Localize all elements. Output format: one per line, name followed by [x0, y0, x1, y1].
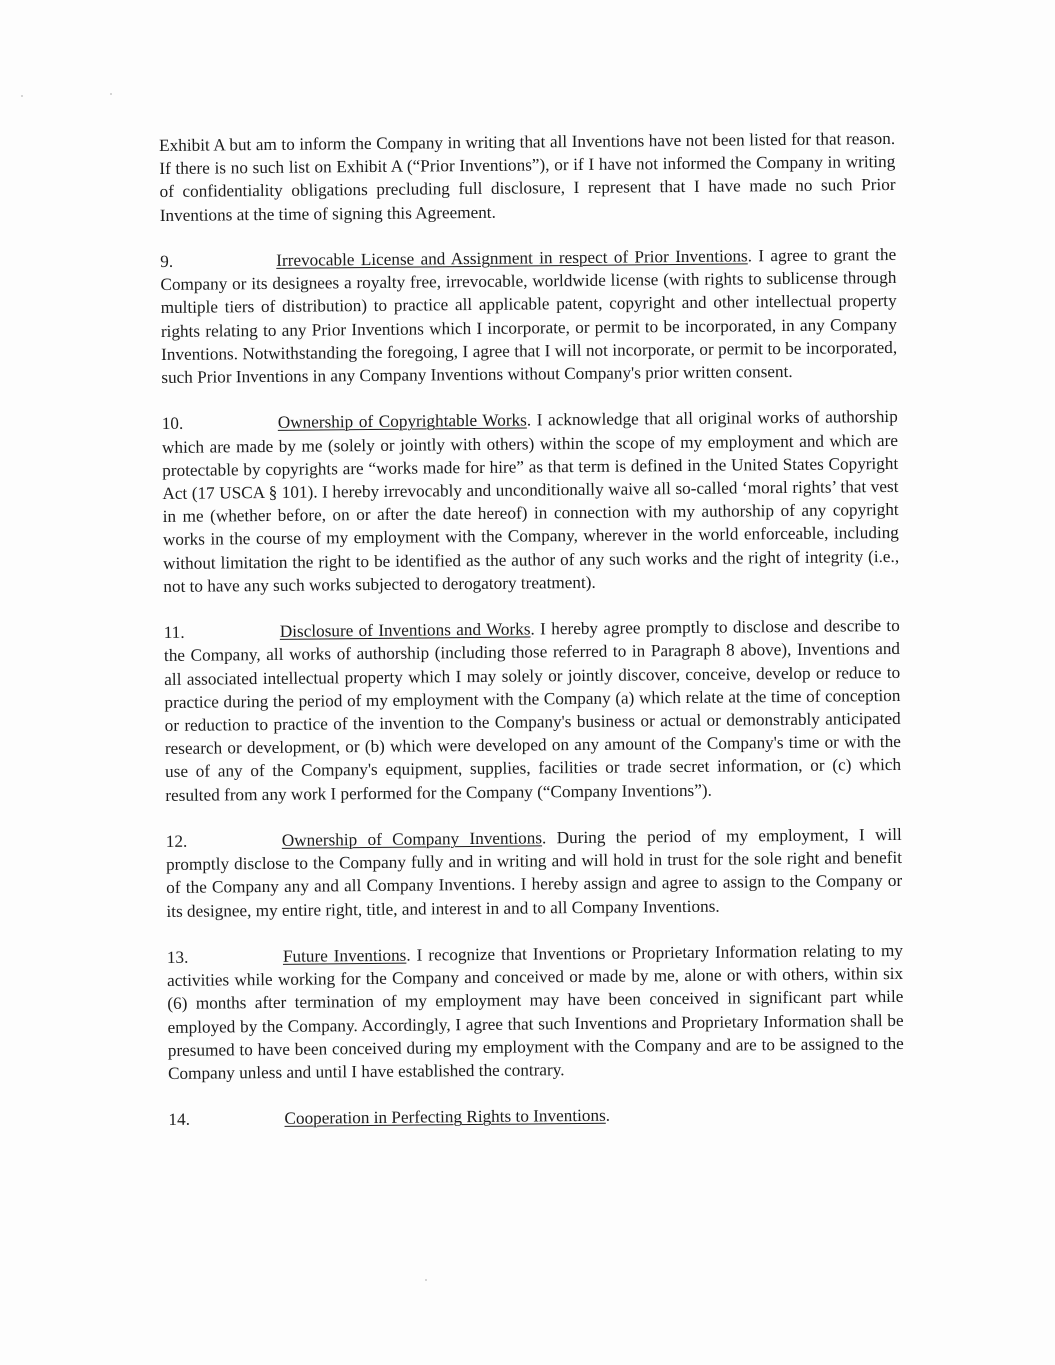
section-heading: Ownership of Copyrightable Works	[277, 410, 527, 433]
section-number: 10.	[161, 414, 184, 434]
section-11: 11. Disclosure of Inventions and Works. I hereby agree promptly to disclose and describe to the Company, all works of authorship (including those referred to in Paragraph 8 above), Inventions and all associated intellectual property which I may solely or jointly discover, conceive, develop or reduce to practice during the period of my employment with the Company (a) which relate at the time of conception or reduction to practice of the invention to the Company's business or actual or demonstrably anticipated research or development, or (b) which were developed on any amount of the Company's time or with the use of any of the Company's equipment, supplies, facilities or trade secret information, or (c) which resulted from any work I performed for the Company (“Company Inventions”).	[163, 616, 902, 805]
document-body	[159, 127, 905, 1132]
section-number: 9.	[160, 251, 174, 271]
section-heading: Cooperation in Perfecting Rights to Inventions	[284, 1106, 606, 1129]
scan-speck	[21, 95, 23, 97]
section-number: 14.	[168, 1110, 191, 1130]
section-number: 13.	[166, 947, 189, 967]
section-heading: Future Inventions	[282, 945, 407, 966]
section-heading: Ownership of Company Inventions	[281, 828, 543, 850]
section-heading: Irrevocable License and Assignment in respect of Prior Inventions	[276, 246, 748, 270]
section-heading: Disclosure of Inventions and Works	[279, 619, 531, 642]
section-9: 9. Irrevocable License and Assignment in respect of Prior Inventions. I agree to grant the Company or its designees a royalty free, irrevocable, worldwide license (with rights to sublicense through multiple tiers of distribution) to practice all applicable patent, copyright and other intellectual property rights relating to any Prior Inventions which I incorporate, or permit to be incorporated, in any Company Inventions. Notwithstanding the foregoing, I agree that I will not incorporate, or permit to be incorporated, such Prior Inventions in any Company Inventions without Company's prior written consent.	[160, 244, 898, 388]
section-number: 12.	[165, 831, 188, 851]
intro-paragraph: Exhibit A but am to inform the Company in writing that all Inventions have not been listed for that reason. If there is no such list on Exhibit A (“Prior Inventions”), or if I have not informed the Company in writing of confidentiality obligations precluding full disclosure, I represent that I have made no such Prior Inventions at the time of signing this Agreement.	[159, 128, 896, 225]
section-body: During the period of my employment, I will promptly disclose to the Company fully and in writing and will hold in trust for the sole right and benefit of the Company any and all Company Inventions. I hereby assign and agree to assign to the Company or its designee, my entire right, title, and interest in and to all Company Inventions.	[165, 824, 903, 921]
scan-speck	[110, 93, 112, 95]
section-10: 10. Ownership of Copyrightable Works. I acknowledge that all original works of authorship which are made by me (solely or jointly with others) within the scope of my employment and which are protectable by copyrights are “works made for hire” as that term is defined in the United States Copyright Act (17 USCA § 101). I hereby irrevocably and unconditionally waive all so-called ‘moral rights’ that vest in me (whether before, on or after the date hereof) in connection with my authorship of any copyright works in the course of my employment with the Company, wherever in the world enforceable, including without limitation the right to be identified as the author of any such works and the right of integrity (i.e., not to have any such works subjected to derogatory treatment).	[161, 407, 900, 596]
section-14: 14. Cooperation in Perfecting Rights to Inventions.	[168, 1101, 904, 1131]
section-body: I agree to grant the Company or its designees a royalty free, irrevocable, worldwide license (with rights to sublicense through multiple tiers of distribution) to practice all applicable patent, copyright and other intellectual property rights relating to any Prior Inventions which I incorporate, or permit to be incorporated, in any Company Inventions. Notwithstanding the foregoing, I agree that I will not incorporate, or permit to be incorporated, such Prior Inventions in any Company Inventions without Company's prior written consent.	[160, 244, 898, 388]
section-12: 12. Ownership of Company Inventions. During the period of my employment, I will promptly disclose to the Company fully and in writing and will hold in trust for the sole right and benefit of the Company any and all Company Inventions. I hereby assign and agree to assign to the Company or its designee, my entire right, title, and interest in and to all Company Inventions.	[165, 824, 903, 921]
section-number: 11.	[163, 622, 185, 643]
section-13: 13. Future Inventions. I recognize that Inventions or Proprietary Information relating to my activities while working for the Company and conceived or made by me, alone or with others, within six (6) months after termination of my employment may have been conceived in significant part while employed by the Company. Accordingly, I agree that such Inventions and Proprietary Information shall be presumed to have been conceived during my employment with the Company and are to be assigned to the Company unless and until I have established the contrary.	[166, 940, 904, 1084]
section-body: I hereby agree promptly to disclose and describe to the Company, all works of authorship (including those referred to in Paragraph 8 above), Inventions and all associated intellectual property which I may solely or jointly discover, conceive, develop or reduce to practice during the period of my employment with the Company (a) which relate at the time of conception or reduction to practice of the invention to the Company's business or actual or demonstrably anticipated research or development, or (b) which were developed on any amount of the Company's time or with the use of any of the Company's equipment, supplies, facilities or trade secret information, or (c) which resulted from any work I performed for the Company (“Company Inventions”).	[163, 616, 902, 805]
section-body: I acknowledge that all original works of authorship which are made by me (solely or jointly with others) within the scope of my employment and which are protectable by copyrights are “works made for hire” as that term is defined in the United States Copyright Act (17 USCA § 101). I hereby irrevocably and unconditionally waive all so-called ‘moral rights’ that vest in me (whether before, on or after the date hereof) in connection with my authorship of any copyright works in the course of my employment with the Company, wherever in the world enforceable, including without limitation the right to be identified as the author of any such works and the right of integrity (i.e., not to have any such works subjected to derogatory treatment).	[161, 407, 900, 596]
scan-speck	[425, 1279, 427, 1281]
section-body: I recognize that Inventions or Proprietary Information relating to my activities while working for the Company and conceived or made by me, alone or with others, within six (6) months after termination of my employment may have been conceived in significant part while employed by the Company. Accordingly, I agree that such Inventions and Proprietary Information shall be presumed to have been conceived during my employment with the Company and are to be assigned to the Company unless and until I have established the contrary.	[167, 940, 904, 1084]
